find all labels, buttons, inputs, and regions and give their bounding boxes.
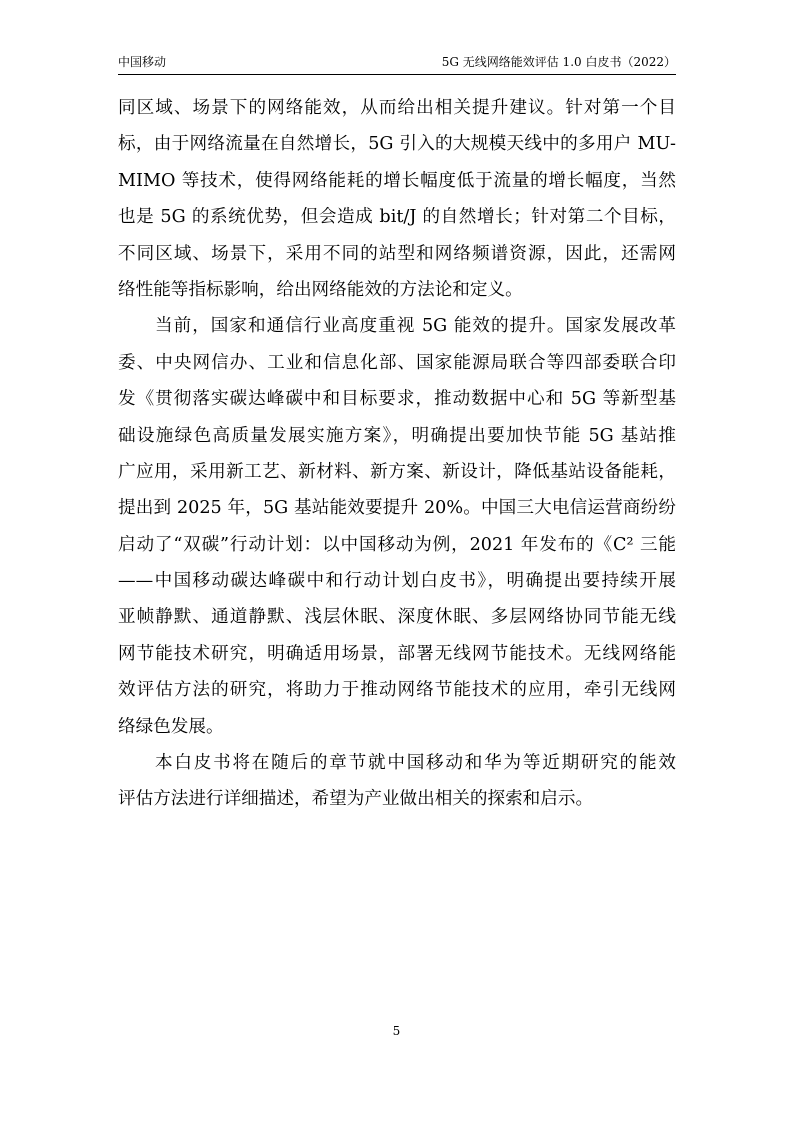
text-line: 不同区域、场景下，采用不同的站型和网络频谱资源，因此，还需网 (118, 243, 676, 264)
text-line: 络性能等指标影响，给出网络能效的方法论和定义。 (118, 279, 523, 300)
text-line: 效评估方法的研究，将助力于推动网络节能技术的应用，牵引无线网 (118, 680, 676, 701)
text-line: 亚帧静默、通道静默、浅层休眠、深度休眠、多层网络协同节能无线 (118, 607, 676, 628)
text-line: 络绿色发展。 (118, 716, 224, 737)
paragraph-1 (118, 90, 676, 308)
page-number: 5 (392, 1024, 401, 1038)
text-line: ——中国移动碳达峰碳中和行动计划白皮书》，明确提出要持续开展 (118, 571, 676, 592)
text-line: 启动了“双碳”行动计划：以中国移动为例，2021 年发布的《C² 三能 (118, 534, 676, 555)
header-org-name: 中国移动 (118, 55, 167, 69)
text-line: 当前，国家和通信行业高度重视 5G 能效的提升。国家发展改革 (155, 316, 676, 337)
header-document-title: 5G 无线网络能效评估 1.0 白皮书（2022） (441, 55, 676, 69)
text-line: 提出到 2025 年，5G 基站能效要提升 20%。中国三大电信运营商纷纷 (118, 498, 676, 519)
page-header (118, 50, 676, 75)
text-line: 网节能技术研究，明确适用场景，部署无线网节能技术。无线网络能 (118, 643, 676, 664)
text-line: MIMO 等技术，使得网络能耗的增长幅度低于流量的增长幅度，当然 (118, 170, 676, 191)
text-line: 标，由于网络流量在自然增长，5G 引入的大规模天线中的多用户 MU- (118, 134, 676, 155)
text-line: 同区域、场景下的网络能效，从而给出相关提升建议。针对第一个目 (118, 98, 676, 118)
paragraph-3 (118, 745, 676, 818)
body-text (118, 90, 676, 818)
text-line: 也是 5G 的系统优势，但会造成 bit/J 的自然增长；针对第二个目标， (118, 207, 676, 228)
text-line: 广应用，采用新工艺、新材料、新方案、新设计，降低基站设备能耗， (118, 461, 676, 482)
text-line: 本白皮书将在随后的章节就中国移动和华为等近期研究的能效 (155, 753, 676, 774)
text-line: 委、中央网信办、工业和信息化部、国家能源局联合等四部委联合印 (118, 352, 676, 373)
text-line: 发《贯彻落实碳达峰碳中和目标要求，推动数据中心和 5G 等新型基 (118, 389, 676, 410)
paragraph-2 (118, 308, 676, 745)
text-line: 础设施绿色高质量发展实施方案》，明确提出要加快节能 5G 基站推 (118, 425, 676, 446)
text-line: 评估方法进行详细描述，希望为产业做出相关的探索和启示。 (118, 789, 594, 810)
